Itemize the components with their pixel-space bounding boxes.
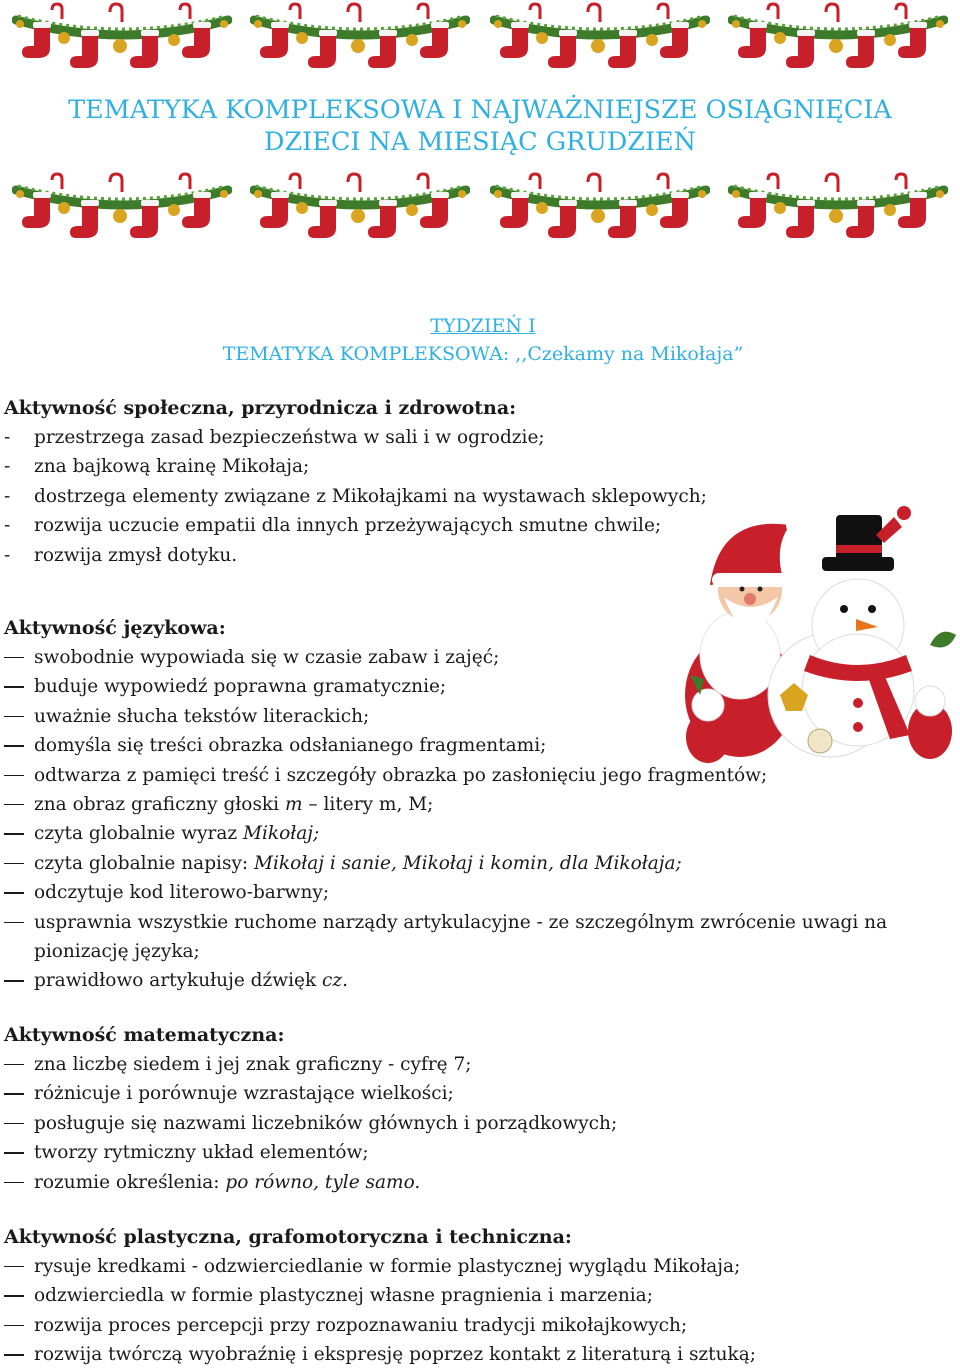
dash-icon (4, 1295, 24, 1296)
section-heading: Aktywność plastyczna, grafomotoryczna i techniczna: (4, 1226, 572, 1248)
dash-icon (4, 1182, 24, 1183)
list-item: - przestrzega zasad bezpieczeństwa w sali i w ogrodzie; (4, 423, 904, 452)
list-item: - dostrzega elementy związane z Mikołajkami na wystawach sklepowych; (4, 482, 904, 511)
list-item: odczytuje kod literowo-barwny; (4, 878, 904, 907)
christmas-garland-icon (490, 2, 710, 80)
list-item: buduje wypowiedź poprawna gramatycznie; (4, 672, 904, 701)
list-item: rozumie określenia: po równo, tyle samo. (4, 1168, 904, 1197)
list-item: czyta globalnie wyraz Mikołaj; (4, 819, 904, 848)
christmas-garland-icon (12, 172, 232, 250)
dash-icon (4, 1123, 24, 1124)
dash-marker: - (4, 544, 11, 566)
dash-icon (4, 1354, 24, 1355)
section-math (4, 1021, 904, 1197)
garland-row-bottom (0, 172, 960, 252)
dash-icon (4, 686, 24, 687)
dash-icon (4, 1064, 24, 1065)
garland-row-top (0, 2, 960, 82)
list-item: odtwarza z pamięci treść i szczegóły obrazka po zasłonięciu jego fragmentów; (4, 761, 904, 790)
week-topic: TEMATYKA KOMPLEKSOWA: ,,Czekamy na Mikołaja” (222, 343, 744, 365)
section-heading: Aktywność językowa: (4, 617, 226, 639)
list-item: zna liczbę siedem i jej znak graficzny - cyfrę 7; (4, 1050, 904, 1079)
dash-icon (4, 922, 24, 923)
week-heading (0, 312, 960, 368)
list-item: uważnie słucha tekstów literackich; (4, 702, 904, 731)
objectives-list (4, 1252, 904, 1370)
list-item: rozwija proces percepcji przy rozpoznawaniu tradycji mikołajkowych; (4, 1311, 904, 1340)
dash-icon (4, 1266, 24, 1267)
dash-marker: - (4, 485, 11, 507)
section-art (4, 1223, 904, 1370)
dash-icon (4, 804, 24, 805)
list-item: - zna bajkową krainę Mikołaja; (4, 452, 904, 481)
dash-icon (4, 892, 24, 893)
dash-icon (4, 980, 24, 981)
objectives-list (4, 1050, 904, 1197)
christmas-garland-icon (250, 172, 470, 250)
list-item: posługuje się nazwami liczebników głównych i porządkowych; (4, 1109, 904, 1138)
dash-marker: - (4, 515, 11, 537)
list-item: czyta globalnie napisy: Mikołaj i sanie, Mikołaj i komin, dla Mikołaja; (4, 849, 904, 878)
dash-icon (4, 745, 24, 746)
list-item: usprawnia wszystkie ruchome narządy artykulacyjne - ze szczególnym zwrócenie uwagi na pionizację języka; (4, 908, 904, 967)
list-item: zna obraz graficzny głoski m – litery m, M; (4, 790, 904, 819)
dash-icon (4, 833, 24, 834)
dash-icon (4, 863, 24, 864)
dash-icon (4, 775, 24, 776)
list-item: rysuje kredkami - odzwierciedlanie w formie plastycznej wyglądu Mikołaja; (4, 1252, 904, 1281)
christmas-garland-icon (490, 172, 710, 250)
list-item: domyśla się treści obrazka odsłanianego fragmentami; (4, 731, 904, 760)
week-label: TYDZIEŃ I (430, 315, 536, 337)
christmas-garland-icon (728, 2, 948, 80)
dash-icon (4, 716, 24, 717)
page-title (0, 94, 960, 158)
section-heading: Aktywność społeczna, przyrodnicza i zdrowotna: (4, 397, 517, 419)
section-language (4, 614, 904, 996)
list-item: prawidłowo artykułuje dźwięk cz. (4, 966, 904, 995)
dash-icon (4, 657, 24, 658)
page-title-line-2: DZIECI NA MIESIĄC GRUDZIEŃ (264, 127, 696, 157)
list-item: tworzy rytmiczny układ elementów; (4, 1138, 904, 1167)
dash-icon (4, 1325, 24, 1326)
list-item: swobodnie wypowiada się w czasie zabaw i zajęć; (4, 643, 904, 672)
christmas-garland-icon (12, 2, 232, 80)
dash-marker: - (4, 427, 11, 448)
section-heading: Aktywność matematyczna: (4, 1024, 285, 1046)
christmas-garland-icon (250, 2, 470, 80)
page-title-line-1: TEMATYKA KOMPLEKSOWA I NAJWAŻNIEJSZE OSIĄGNIĘCIA (68, 95, 892, 125)
list-item: różnicuje i porównuje wzrastające wielkości; (4, 1079, 904, 1108)
list-item: odzwierciedla w formie plastycznej własne pragnienia i marzenia; (4, 1281, 904, 1310)
dash-icon (4, 1152, 24, 1153)
list-item: rozwija twórczą wyobraźnię i ekspresję poprzez kontakt z literaturą i sztuką; (4, 1340, 904, 1369)
dash-icon (4, 1093, 24, 1094)
dash-marker: - (4, 456, 11, 478)
list-item: - rozwija uczucie empatii dla innych przeżywających smutne chwile; (4, 511, 904, 540)
objectives-list (4, 643, 904, 996)
list-item: - rozwija zmysł dotyku. (4, 541, 904, 570)
christmas-garland-icon (728, 172, 948, 250)
